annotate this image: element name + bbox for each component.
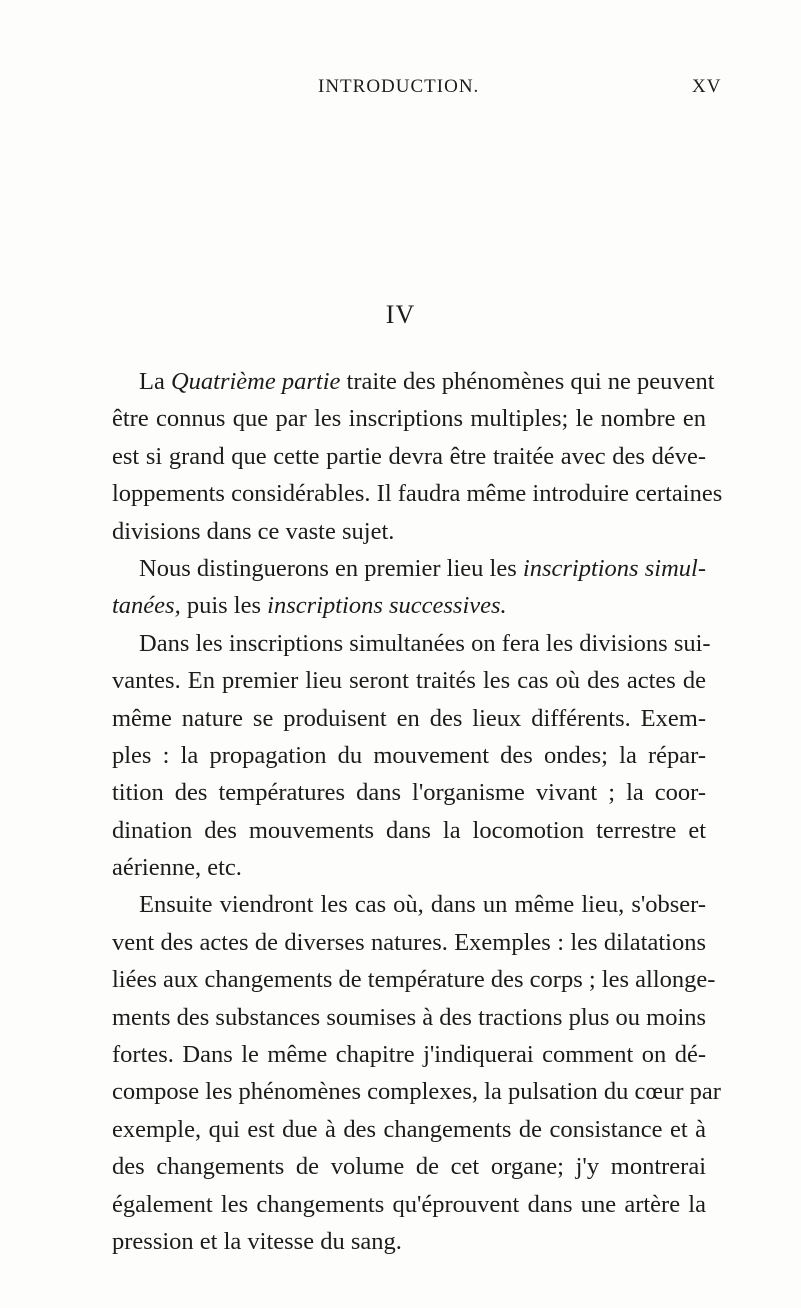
text-span: également les changements qu'éprouvent dans une artère la [112,1190,706,1218]
text-line [112,662,706,699]
text-span: dination des mouvements dans la locomotion terrestre et [112,816,706,844]
text-line [112,812,706,849]
section-heading: IV [385,300,416,329]
text-line [112,1148,706,1185]
text-line [112,1223,706,1260]
text-line [112,1036,706,1073]
text-span: ments des substances soumises à des tractions plus ou moins [112,1003,707,1031]
text-line [112,1186,706,1223]
text-span: même nature se produisent en des lieux différents. Exem- [112,704,706,732]
text-line [112,438,706,475]
text-span: tition des températures dans l'organisme vivant ; la coor- [112,779,706,807]
running-title: INTRODUCTION. [318,76,480,97]
text-line [112,961,716,998]
italic-text: inscriptions simul- [522,554,706,582]
text-span: ples : la propagation du mouvement des ondes; la répar- [112,741,706,769]
text-line [112,700,706,737]
text-span: vent des actes de diverses natures. Exemples : les dilatations [112,928,706,956]
page-number: XV [692,76,722,97]
text-line [112,363,715,400]
italic-text: Quatrième partie [170,368,341,395]
text-line [112,475,723,512]
text-line [112,849,706,886]
body-text [112,363,723,1260]
text-span: divisions dans ce vaste sujet. [112,517,395,545]
text-span: des changements de volume de cet organe; j'y montrerai [112,1153,706,1181]
italic-text: tanées, [112,592,181,620]
text-line [112,587,706,624]
text-line [112,513,706,550]
text-span: est si grand que cette partie devra être traitée avec des déve- [112,442,706,470]
text-span: puis les [180,592,268,620]
italic-text: inscriptions successives. [267,592,507,620]
text-span: loppements considérables. Il faudra même introduire certaines [112,480,723,508]
text-line [112,737,706,774]
text-span: être connus que par les inscriptions multiples; le nombre en [112,405,706,433]
running-head [0,76,801,104]
text-span: compose les phénomènes complexes, la pulsation du cœur par [112,1078,721,1106]
text-span: Ensuite viendront les cas où, dans un même lieu, s'obser- [139,891,706,919]
text-line [112,886,706,923]
text-span: vantes. En premier lieu seront traités les cas où des actes de [112,667,706,695]
text-line [112,625,711,662]
text-span: Nous distinguerons en premier lieu les [139,554,523,582]
text-line [112,550,706,587]
text-span: Dans les inscriptions simultanées on fera les divisions sui- [139,629,711,657]
text-span: traite des phénomènes qui ne peuvent [340,368,715,395]
text-span: exemple, qui est due à des changements de consistance et à [112,1115,706,1143]
text-line [112,400,706,437]
text-line [112,1111,706,1148]
text-line [112,924,706,961]
text-span: pression et la vitesse du sang. [112,1227,402,1255]
text-line [112,1073,721,1110]
text-span: liées aux changements de température des corps ; les allonge- [112,966,716,994]
text-span: La [139,368,171,395]
text-line [112,774,706,811]
text-span: fortes. Dans le même chapitre j'indiquerai comment on dé- [112,1041,706,1069]
text-line [112,999,706,1036]
text-span: aérienne, etc. [112,854,242,882]
